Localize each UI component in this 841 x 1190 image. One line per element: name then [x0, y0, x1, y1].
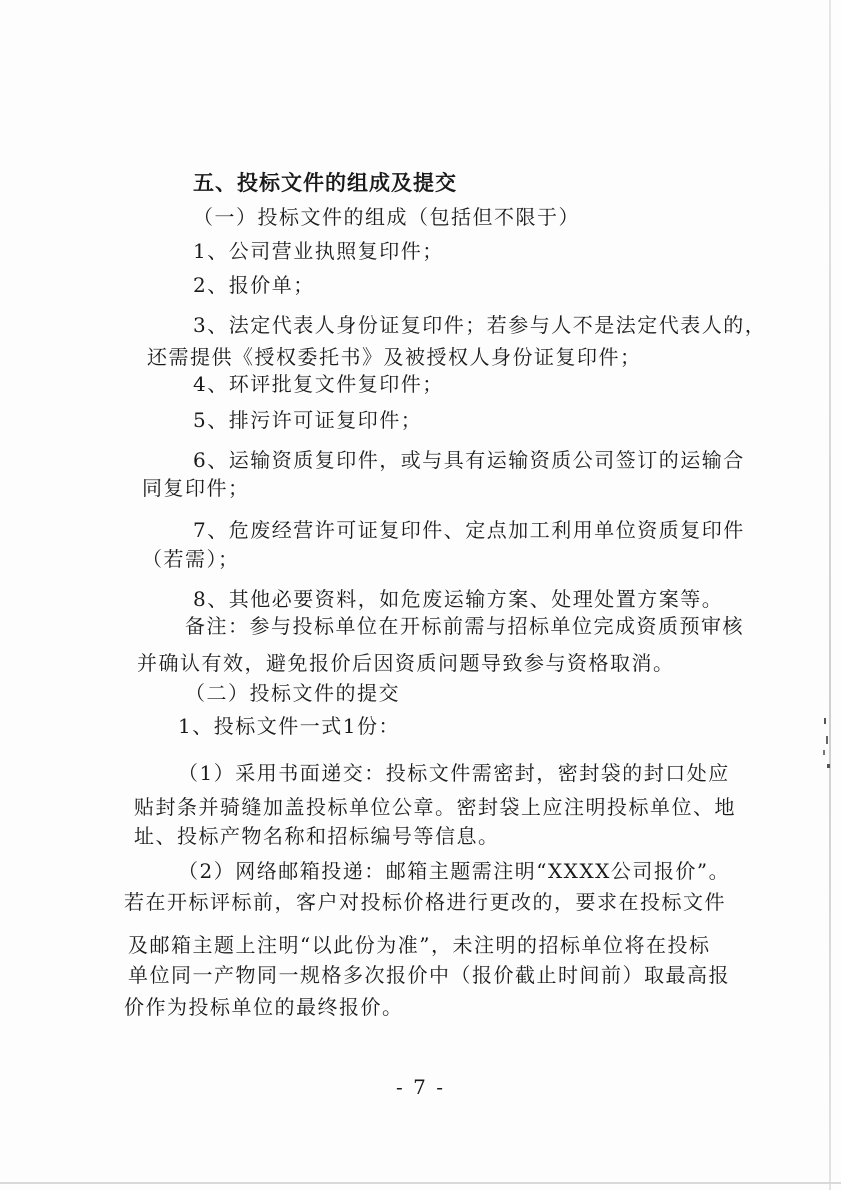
list-item: 3、法定代表人身份证复印件；若参与人不是法定代表人的，: [193, 313, 767, 337]
copies-line: 1、投标文件一式1份：: [178, 714, 400, 738]
list-item: 8、其他必要资料，如危废运输方案、处理处置方案等。: [193, 587, 724, 611]
email-submission-line: 及邮箱主题上注明“以此份为准”，未注明的招标单位将在投标: [128, 933, 711, 957]
email-submission-line: 价作为投标单位的最终报价。: [124, 995, 404, 1019]
section-heading: 五、投标文件的组成及提交: [193, 171, 457, 195]
list-item-continuation: 还需提供《授权委托书》及被授权人身份证复印件；: [147, 345, 642, 369]
part2-title: （二）投标文件的提交: [185, 681, 400, 705]
list-item: 5、排污许可证复印件；: [193, 408, 423, 432]
part1-title: （一）投标文件的组成（包括但不限于）: [193, 205, 580, 229]
note-line: 并确认有效，避免报价后因资质问题导致参与资格取消。: [137, 651, 675, 675]
page-number: - 7 -: [396, 1075, 445, 1099]
written-submission-line: 址、投标产物名称和招标编号等信息。: [134, 824, 500, 848]
list-item: 4、环评批复文件复印件；: [193, 372, 444, 396]
list-item-continuation: 同复印件；: [142, 476, 250, 500]
scan-edge-right: [829, 0, 831, 1190]
written-submission-line: 贴封条并骑缝加盖投标单位公章。密封袋上应注明投标单位、地: [134, 795, 736, 819]
note-line: 备注：参与投标单位在开标前需与招标单位完成资质预审核: [185, 614, 744, 638]
list-item: 1、公司营业执照复印件；: [193, 239, 444, 263]
list-item: 6、运输资质复印件，或与具有运输资质公司签订的运输合: [193, 448, 745, 472]
scan-edge-bottom: [0, 1182, 841, 1184]
email-submission-line: 单位同一产物同一规格多次报价中（报价截止时间前）取最高报: [128, 963, 730, 987]
list-item: 7、危废经营许可证复印件、定点加工利用单位资质复印件: [193, 518, 745, 542]
scan-speck-marks: [818, 716, 832, 776]
written-submission-line: （1）采用书面递交：投标文件需密封，密封袋的封口处应: [178, 761, 730, 785]
list-item-continuation: （若需）；: [142, 547, 240, 571]
email-submission-line: 若在开标评标前，客户对投标价格进行更改的，要求在投标文件: [124, 890, 726, 914]
email-submission-line: （2）网络邮箱投递：邮箱主题需注明“XXXX公司报价”。: [178, 859, 731, 883]
list-item: 2、报价单；: [193, 273, 315, 297]
